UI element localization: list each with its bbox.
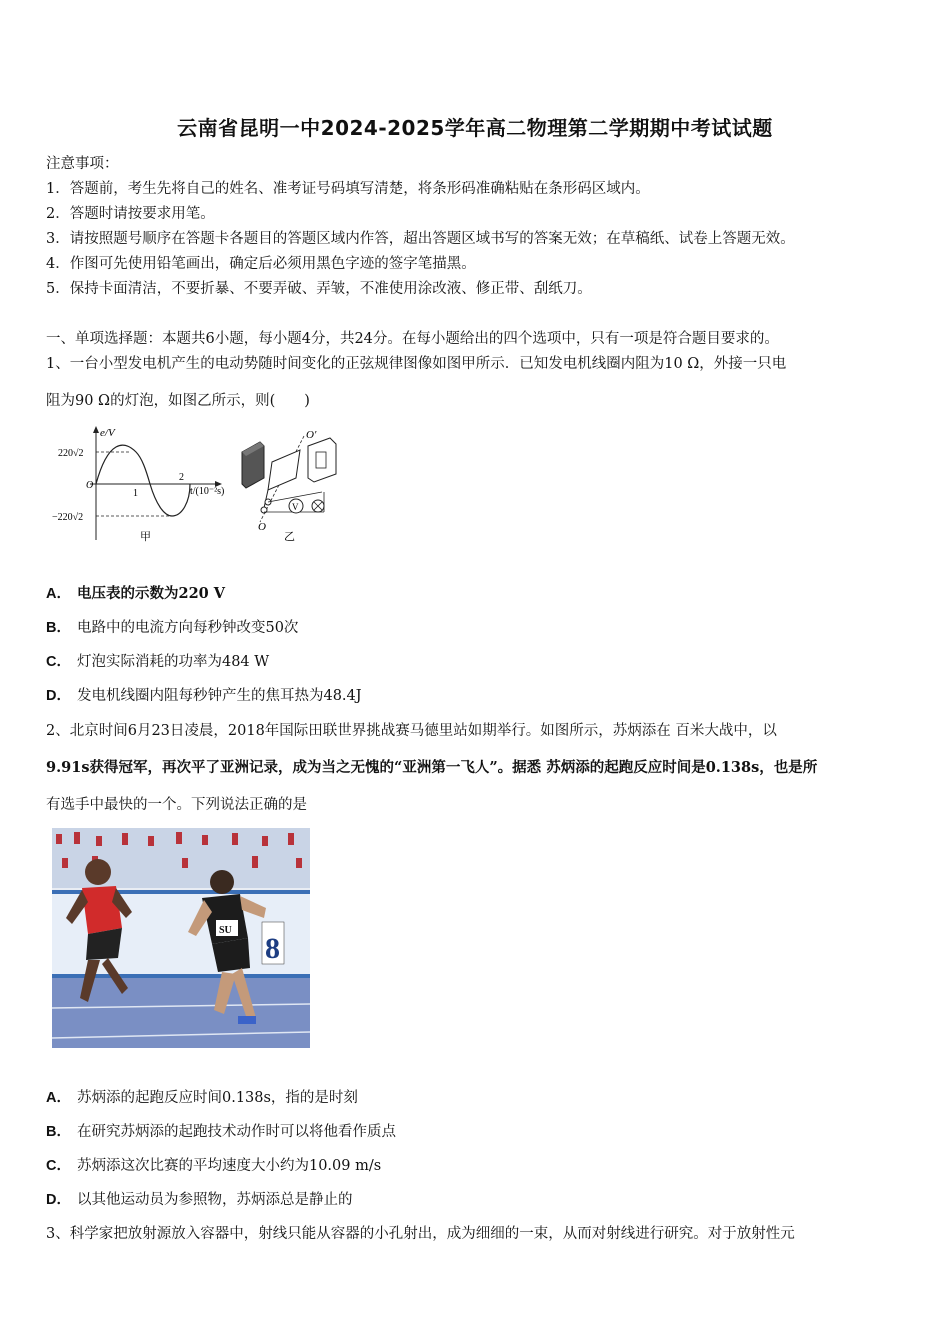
option-c: C． 灯泡实际消耗的功率为484 W: [46, 654, 270, 670]
notice-item: 1．答题前，考生先将自己的姓名、准考证号码填写清楚，将条形码准确粘贴在条形码区域内。: [46, 181, 650, 197]
option-d: D． 发电机线圈内阻每秒钟产生的焦耳热为48.4J: [46, 688, 362, 704]
option-a: A． 电压表的示数为220 V: [46, 585, 226, 602]
sprinters-photo: [52, 828, 310, 1048]
question-2-stem: 9.91s获得冠军，再次平了亚洲记录，成为当之无愧的“亚洲第一飞人”。据悉 苏炳添的起跑反应时间是0.138s，也是所: [46, 759, 818, 776]
origin-label: O: [86, 480, 94, 491]
notice-item: 5．保持卡面清洁，不要折暴、不要弄破、弄皱，不准使用涂改液、修正带、刮纸刀。: [46, 281, 592, 297]
question-2-stem: 有选手中最快的一个。下列说法正确的是: [46, 797, 307, 813]
question-3-stem: 3、科学家把放射源放入容器中，射线只能从容器的小孔射出，成为细细的一束，从而对射线进行研究。对于放射性元: [46, 1226, 795, 1242]
notice-item: 2．答题时请按要求用笔。: [46, 206, 215, 222]
option-b: B． 电路中的电流方向每秒钟改变50次: [46, 620, 299, 636]
axis-label-e: e/V: [100, 427, 115, 439]
meter-label: V: [292, 502, 299, 512]
question-1-stem: 1、一台小型发电机产生的电动势随时间变化的正弦规律图像如图甲所示．已知发电机线圈内阻为10 Ω，外接一只电: [46, 356, 787, 372]
question-1-stem: 阻为90 Ω的灯泡，如图乙所示，则( ): [46, 393, 310, 409]
section-heading: 一、单项选择题：本题共6小题，每小题4分，共24分。在每小题给出的四个选项中，只有一项是符合题目要求的。: [46, 331, 779, 347]
label-o-prime: O′: [306, 429, 317, 441]
emf-time-graph: [46, 422, 236, 546]
generator-diagram: [238, 426, 342, 544]
tick-x-1: 1: [133, 488, 138, 499]
notice-item: 3．请按照题号顺序在答题卡各题目的答题区域内作答，超出答题区域书写的答案无效；在草稿纸、试卷上答题无效。: [46, 231, 795, 247]
axis-label-t: t/(10⁻²s): [190, 486, 225, 497]
option-d: D． 以其他运动员为参照物，苏炳添总是静止的: [46, 1192, 353, 1208]
option-a: A． 苏炳添的起跑反应时间0.138s，指的是时刻: [46, 1090, 358, 1106]
notice-heading: 注意事项：: [46, 156, 119, 172]
option-b: B． 在研究苏炳添的起跑技术动作时可以将他看作质点: [46, 1124, 396, 1140]
tick-x-2: 2: [179, 472, 184, 483]
label-o: O: [258, 521, 266, 533]
notice-item: 4．作图可先使用铅笔画出，确定后必须用黑色字迹的签字笔描黑。: [46, 256, 476, 272]
question-2-stem: 2、北京时间6月23日凌晨，2018年国际田联世界挑战赛马德里站如期举行。如图所示，苏炳添在 百米大战中，以: [46, 723, 777, 739]
option-c: C． 苏炳添这次比赛的平均速度大小约为10.09 m/s: [46, 1158, 382, 1174]
tick-y-min: −220√2: [52, 512, 84, 523]
page-title: 云南省昆明一中2024-2025学年高二物理第二学期期中考试试题: [177, 116, 773, 140]
lane-number: 8: [265, 932, 280, 965]
tick-y-max: 220√2: [58, 448, 84, 459]
bib-label: SU: [219, 925, 232, 936]
figure-caption-a: 甲: [140, 531, 151, 543]
figure-caption-b: 乙: [284, 531, 295, 543]
